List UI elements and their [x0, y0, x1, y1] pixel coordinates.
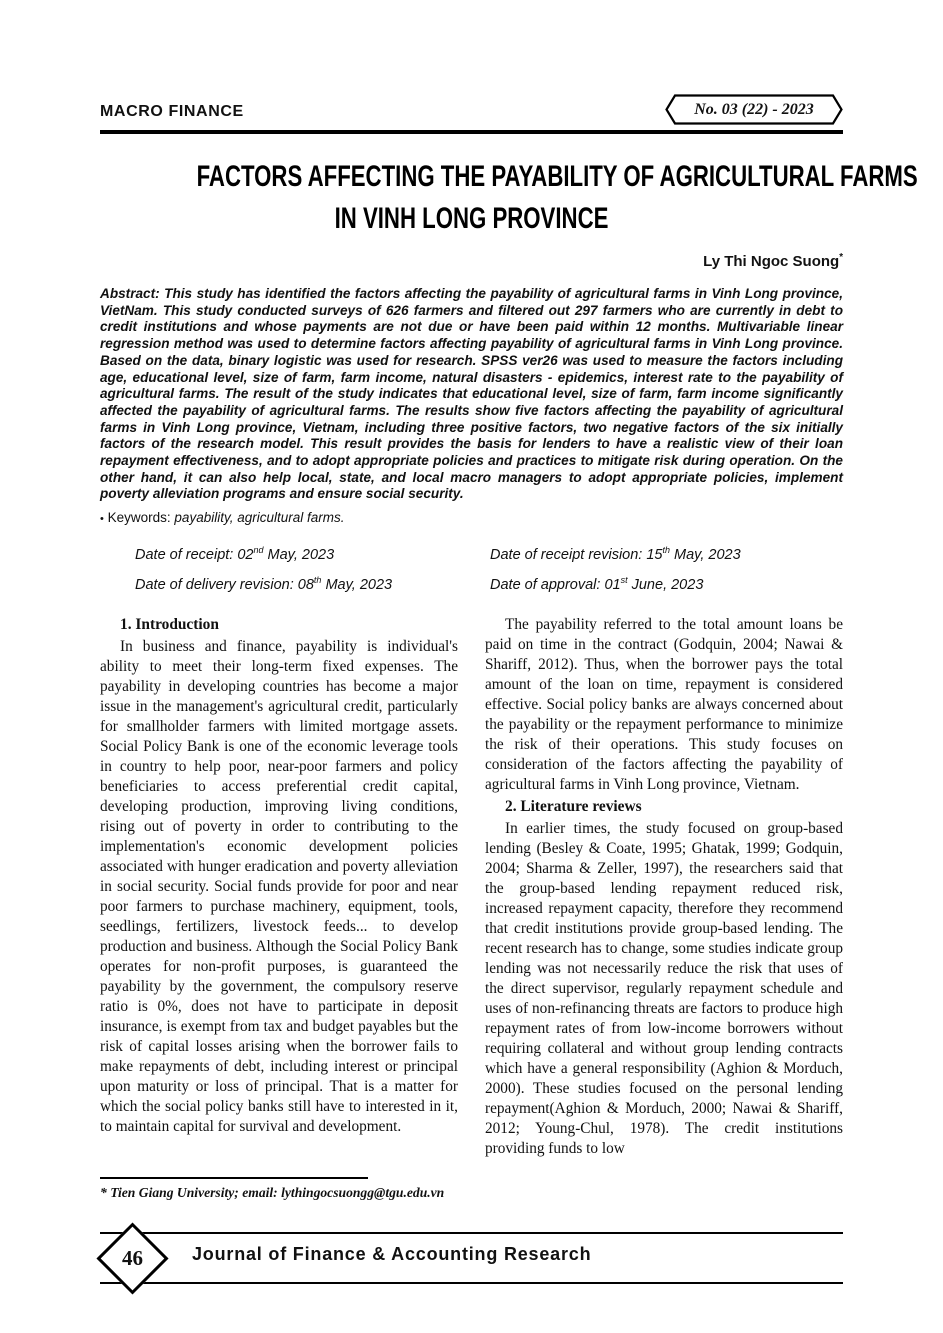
date-of-approval-text: Date of approval: 01 [490, 576, 621, 593]
journal-name: Journal of Finance & Accounting Research [192, 1244, 592, 1264]
author-name: Ly Thi Ngoc Suong [703, 253, 840, 270]
body-columns [100, 615, 843, 1159]
date-of-delivery-revision [135, 570, 490, 595]
footnote-rule [100, 1177, 368, 1179]
footer-top-rule [100, 1232, 843, 1234]
keywords-bullet: • [100, 513, 104, 526]
date-of-delivery-revision-text: Date of delivery revision: 08 [135, 576, 314, 593]
section-heading-literature-reviews: 2. Literature reviews [505, 797, 642, 815]
left-column [100, 615, 458, 1159]
page-header [100, 94, 843, 125]
abstract-text: This study has identified the factors affecting the payability of agricultural farms in Vinh Long province, VietNam. This study conducted surveys of 626 farmers and filtered out 297 farmers who are currently in debt to credit institutions and whose payments are not due or have been paid within 12 months. Multivariable linear regression method was used to determine factors affecting payability of agricultural farms in Vinh Long province. Based on the data, binary logistic was used for research. SPSS ver26 was used to measure the factors including age, educational level, size of farm, farm income, natural disasters - epidemics, interest rate to the payability of agricultural farms. The result of the study indicates that educational level, size of farm, farm income significantly affected the payability of agricultural farms. The results show five factors affecting the payability of agricultural farms in Vinh Long province, Vietnam, including three positive factors, two negative factors of the six initially factors of the research model. This result provides the basis for lenders to have a realistic view of their loan repayment effectiveness, and to adopt appropriate policies and practices to mitigate risk during operation. On the other hand, it can also help local, state, and local macro managers to adopt appropriate policies, implement poverty alleviation programs and ensure social security. [100, 286, 844, 502]
header-rule [100, 130, 843, 134]
right-column [485, 615, 843, 1159]
author-line [100, 252, 843, 270]
dates-block [135, 540, 843, 595]
section-heading-introduction: 1. Introduction [120, 615, 219, 633]
page-number: 46 [122, 1246, 143, 1270]
article-title [100, 156, 918, 240]
author-footnote: * Tien Giang University; email: lythingocsuongg@tgu.edu.vn [100, 1184, 445, 1200]
section-label: MACRO FINANCE [100, 103, 244, 120]
abstract-label: Abstract: [100, 286, 160, 301]
date-of-receipt-revision-text: Date of receipt revision: 15 [490, 546, 663, 563]
keywords-line [100, 510, 843, 525]
date-of-receipt-revision-rest: May, 2023 [669, 546, 741, 563]
page-content [0, 94, 943, 1201]
keywords-text: payability, agricultural farms. [174, 510, 345, 526]
article-title-line1: FACTORS AFFECTING THE PAYABILITY OF AGRICULTURAL FARMS [196, 160, 918, 193]
keywords-label: Keywords: [107, 510, 171, 526]
payability-paragraph: The payability referred to the total amount loans be paid on time in the contract (Godquin, 2004; Nawai & Shariff, 2012). Thus, when the borrower pays the total amount of the loan on time, repayment is considered effective. Social policy banks are always concerned about the payability or the repayment performance to minimize the risk of their operations. This study focuses on consideration of the factors affecting the payability of agricultural farms in Vinh Long province, Vietnam. [485, 615, 843, 793]
article-title-line2: IN VINH LONG PROVINCE [334, 202, 609, 235]
date-of-approval-rest: June, 2023 [627, 576, 704, 593]
author-affiliation-mark: * [839, 252, 843, 263]
introduction-paragraph: In business and finance, payability is individual's ability to meet their long-term fixed expenses. The payability in developing countries has become a major issue in the management's agricultural credit, particularly for smallholder farmers with limited mortgage assets. Social Policy Bank is one of the economic leverage tools in country to help poor, near-poor farmers and policy beneficiaries to access preferential credit capital, developing production, improving living conditions, rising out of poverty in order to contributing to the implementation's economic development policies associated with hunger eradication and poverty alleviation in social security. Social funds provide for poor and near poor farmers to purchase machinery, equipment, tools, seedlings, fertilizers, livestock feeds... to develop production and business. Although the Social Policy Bank operates for non-profit purposes, is guaranteed the payability by the government, the compulsory reserve ratio is 0%, does not have to participate in deposit insurance, is exempt from tax and budget payables but the risk of capital losses arising when the borrower fails to make repayments of debt, including interest or principal upon maturity or loss of principal. That is a matter for which the social policy banks still have to interested in it, to maintain capital for survival and development. [100, 637, 458, 1135]
issue-label: No. 03 (22) - 2023 [694, 100, 814, 118]
date-of-receipt [135, 540, 490, 565]
date-of-receipt-text: Date of receipt: 02 [135, 546, 254, 563]
literature-paragraph: In earlier times, the study focused on group-based lending (Besley & Coate, 1995; Ghatak, 1999; Godquin, 2004; Sharma & Zeller, 1997), the researchers said that the group-based lending repayment reduced risk, increased repayment capacity, therefore they recommend that credit institutions provide group-based lending. The recent research has to change, some studies indicate group lending was not necessarily reduce the risk that uses of the direct supervisor, regularly repayment schedule and uses of non-refinancing threats are factors to produce high repayment rates of from low-income borrowers without requiring collateral and without group lending contracts which have a general responsibility (Aghion & Morduch, 2000). These studies focused on the personal lending repayment(Aghion & Morduch, 2000; Nawai & Shariff, 2012; Young-Chul, 1978). The credit institutions providing funds to low [485, 819, 843, 1157]
date-of-receipt-revision-ordinal: th [662, 545, 670, 556]
date-of-receipt-rest: May, 2023 [263, 546, 335, 563]
abstract-paragraph [100, 286, 843, 503]
date-of-delivery-revision-rest: May, 2023 [321, 576, 393, 593]
date-of-receipt-revision [490, 540, 843, 565]
date-of-receipt-ordinal: nd [253, 545, 264, 556]
issue-badge [665, 94, 843, 125]
page-footer [100, 1224, 843, 1286]
date-of-approval [490, 570, 843, 595]
footer-bottom-rule [100, 1282, 843, 1284]
date-of-delivery-revision-ordinal: th [313, 574, 322, 585]
date-of-approval-ordinal: st [620, 574, 628, 585]
